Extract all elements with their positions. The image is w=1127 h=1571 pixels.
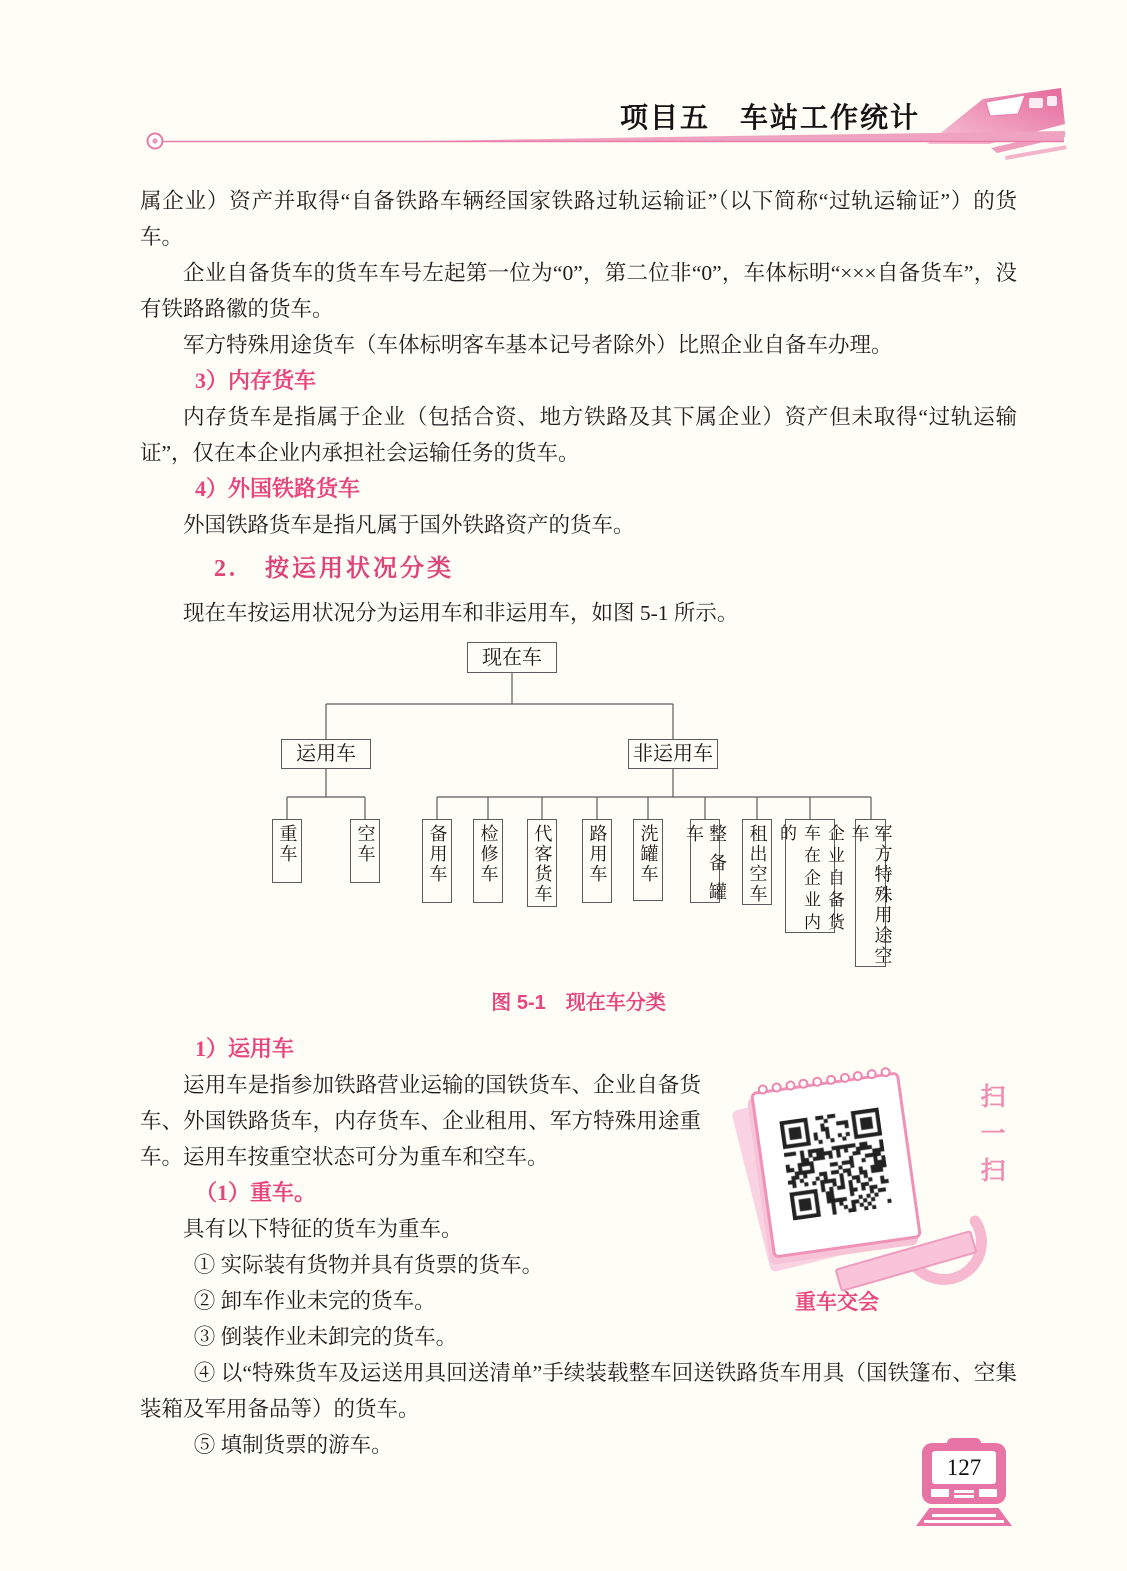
list-item: ① 实际装有货物并具有货票的货车。	[193, 1253, 544, 1277]
spiral-binding	[757, 1067, 891, 1096]
tree-leaf: 检修车	[473, 819, 503, 903]
train-grille-line	[954, 1495, 974, 1498]
paragraph: 企业自备货车的货车车号左起第一位为“0”，第二位非“0”，车体标明“×××自备货车”，没有铁路路徽的货车。	[140, 261, 1017, 321]
paragraph: 外国铁路货车是指凡属于国外铁路资产的货车。	[183, 513, 635, 537]
tree-leaf: 备用车	[422, 819, 452, 903]
tree-leaf: 空车	[350, 819, 380, 883]
paragraph: 运用车是指参加铁路营业运输的国铁货车、企业自备货车、外国铁路货车，内存货车、企业租用、军方特殊用途重车。运用车按重空状态可分为重车和空车。	[140, 1073, 701, 1169]
chapter-title: 项目五 车站工作统计	[619, 102, 920, 133]
figure-caption: 图 5-1 现在车分类	[491, 992, 666, 1014]
train-window	[979, 1489, 997, 1497]
tree-leaf: 路用车	[582, 819, 612, 903]
tree-node-yunyong: 运用车	[281, 739, 371, 769]
subheading-yunyong: 1）运用车	[195, 1036, 295, 1061]
scan-label: 扫一扫	[977, 1083, 1005, 1194]
tree-leaf: 整备罐车	[690, 819, 720, 903]
train-grille-line	[954, 1490, 974, 1493]
list-item: ③ 倒装作业未卸完的货车。	[193, 1325, 458, 1349]
page-number-train-icon	[922, 1438, 1006, 1530]
tree-leaf: 代客货车	[527, 819, 557, 907]
track-line	[932, 1514, 996, 1517]
qr-caption: 重车交会	[795, 1291, 879, 1314]
tree-leaf: 企业自备货车在企业内的	[785, 819, 835, 933]
train-base	[916, 1508, 1012, 1526]
tree-leaf: 重车	[272, 819, 302, 883]
track-line	[924, 1520, 1004, 1523]
qr-code	[779, 1108, 892, 1221]
qr-illustration	[717, 1069, 1017, 1317]
paragraph: 现在车按运用状况分为运用车和非运用车，如图 5-1 所示。	[183, 601, 739, 625]
subheading-waiguo: 4）外国铁路货车	[195, 476, 361, 501]
list-item: ② 卸车作业未完的货车。	[193, 1289, 436, 1313]
tree-leaf: 军方特殊用途空车	[855, 819, 886, 967]
text-column	[140, 183, 1017, 1463]
paragraph: 具有以下特征的货车为重车。	[183, 1217, 463, 1241]
page-number: 127	[932, 1451, 996, 1484]
tree-node-root: 现在车	[467, 642, 557, 673]
paragraph: 内存货车是指属于企业（包括合资、地方铁路及其下属企业）资产但未取得“过轨运输证”，仅在本企业内承担社会运输任务的货车。	[140, 405, 1017, 465]
list-item: ⑤ 填制货票的游车。	[193, 1433, 393, 1457]
tree-leaf: 洗罐车	[633, 819, 663, 901]
paragraph: 军方特殊用途货车（车体标明客车基本记号者除外）比照企业自备车办理。	[183, 333, 893, 357]
list-item: ④ 以“特殊货车及运送用具回送清单”手续装载整车回送铁路货车用具（国铁篷布、空集装箱及军用备品等）的货车。	[140, 1361, 1017, 1421]
paragraph: 属企业）资产并取得“自备铁路车辆经国家铁路过轨运输证”（以下简称“过轨运输证”）的货车。	[140, 189, 1017, 249]
header-divider	[0, 124, 1127, 156]
subheading-zhongche: （1）重车。	[195, 1180, 317, 1205]
subheading-neicun: 3）内存货车	[195, 368, 317, 393]
tree-node-feiyunyong: 非运用车	[628, 739, 718, 769]
section-heading: 2. 按运用状况分类	[214, 556, 454, 582]
tree-leaf: 租出空车	[742, 819, 772, 905]
train-window	[931, 1489, 949, 1497]
classification-tree-diagram	[140, 635, 1017, 973]
